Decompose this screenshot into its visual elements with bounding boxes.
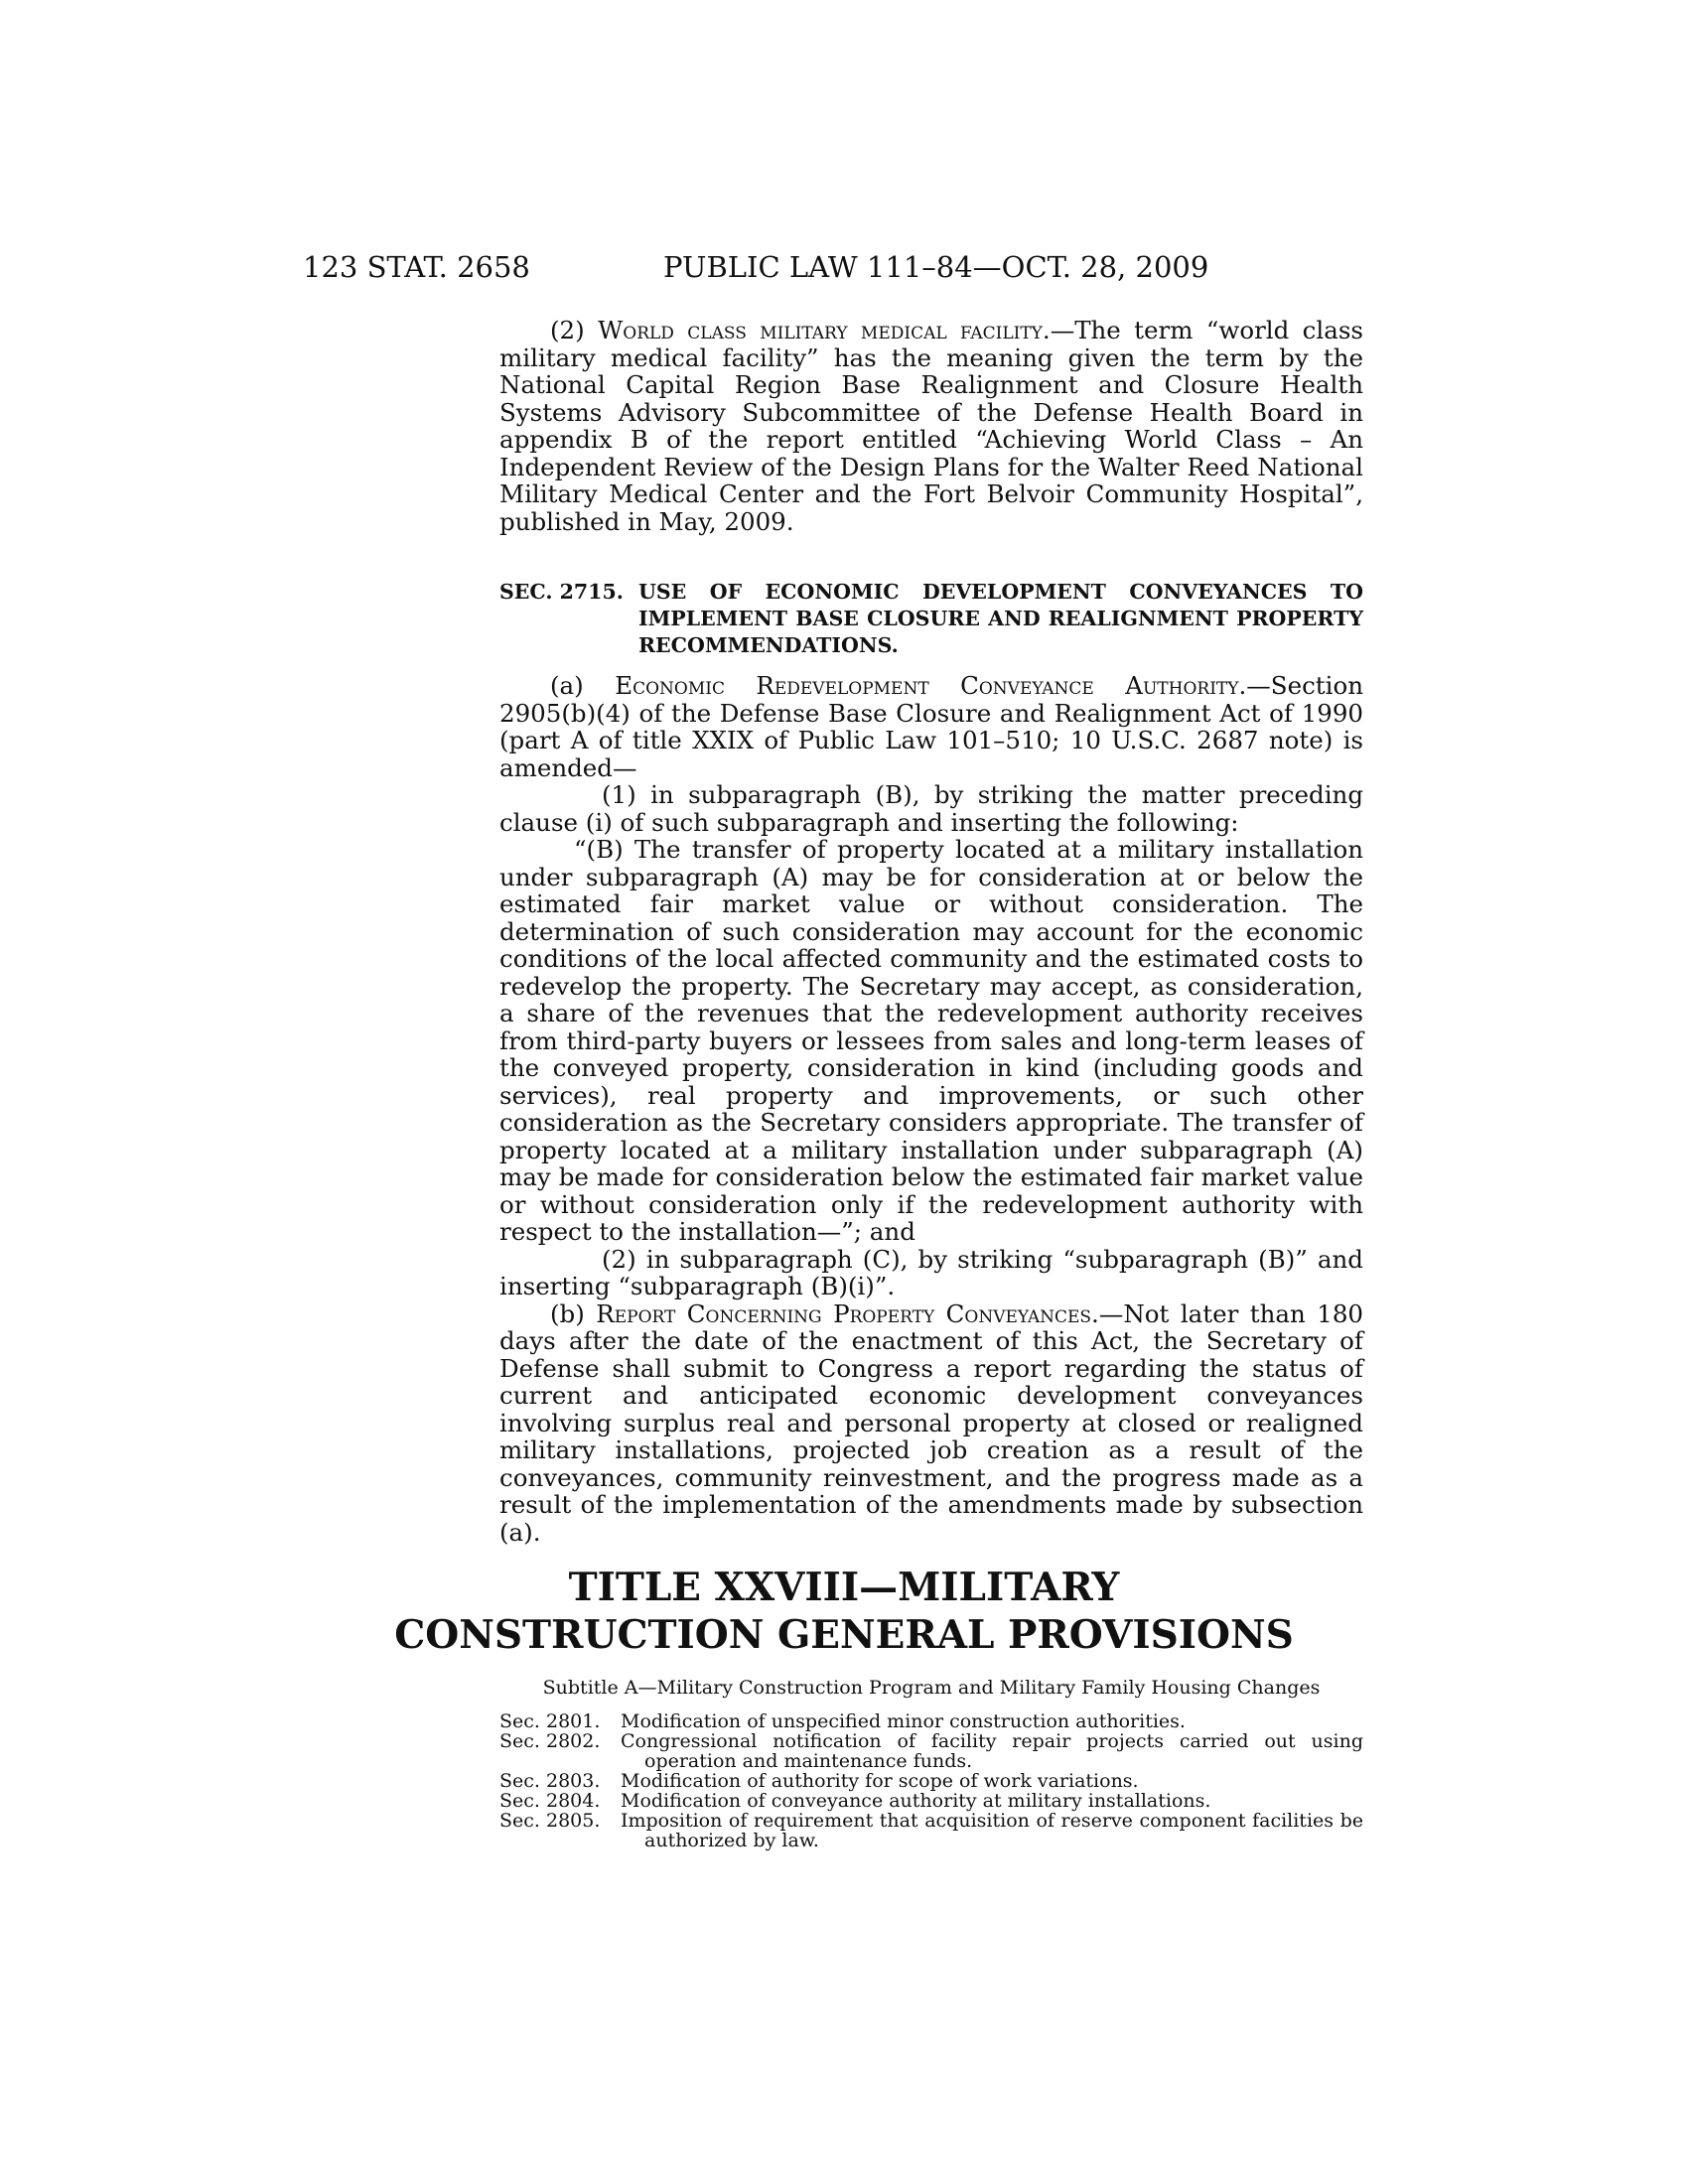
toc-row bbox=[499, 1791, 1363, 1811]
section-title: USE OF ECONOMIC DEVELOPMENT CONVEYANCES TO IMPLEMENT BASE CLOSURE AND REALIGNMENT PROPERTY RECOMMENDATIONS. bbox=[638, 580, 1363, 657]
subsection-b-text: —Not later than 180 days after the date of the enactment of this Act, the Secretary of Defense shall submit to Congress a report regarding the status of current and anticipated economic development conveyances involving surplus real and personal property at closed or realigned military installations, projected job creation as a result of the conveyances, community reinvestment, and the progress made as a result of the implementation of the amendments made by subsection (a). bbox=[499, 1298, 1363, 1547]
title-heading bbox=[0, 1564, 1688, 1659]
definition-2-paragraph bbox=[499, 317, 1363, 535]
toc-row bbox=[499, 1711, 1363, 1731]
table-of-contents bbox=[499, 1678, 1363, 1850]
subsection-a-text: —Section 2905(b)(4) of the Defense Base Closure and Realignment Act of 1990 (part A of title XXIX of Public Law 101–510; 10 U.S.C. 2687 note) is amended— bbox=[499, 671, 1363, 782]
subsection-b bbox=[499, 1300, 1363, 1547]
toc-section-number: Sec. 2804. bbox=[499, 1790, 601, 1812]
section-body bbox=[499, 672, 1363, 1546]
subsection-b-heading: Report Concerning Property Conveyances. bbox=[596, 1298, 1099, 1328]
title-line-2: CONSTRUCTION GENERAL PROVISIONS bbox=[394, 1612, 1294, 1658]
stat-page-number: 123 STAT. 2658 bbox=[303, 250, 530, 284]
toc-subtitle: Subtitle A—Military Construction Program and Military Family Housing Changes bbox=[542, 1677, 1321, 1699]
toc-section-title: Congressional notification of facility repair projects carried out using operation and maintenance funds. bbox=[621, 1730, 1363, 1772]
subsection-b-label: (b) bbox=[550, 1298, 585, 1328]
toc-section-number: Sec. 2802. bbox=[499, 1730, 601, 1752]
definition-2-text: —The term “world class military medical facility” has the meaning given the term by the National Capital Region Base Realignment and Closure Health Systems Advisory Subcommittee of the Defense Health Board in appendix B of the report entitled “Achieving World Class – An Independent Review of the Design Plans for the Walter Reed National Military Medical Center and the Fort Belvoir Community Hospital”, published in May, 2009. bbox=[499, 316, 1363, 536]
toc-section-title: Imposition of requirement that acquisition of reserve component facilities be authorized by law. bbox=[621, 1810, 1363, 1851]
toc-row bbox=[499, 1771, 1363, 1791]
subsection-a bbox=[499, 672, 1363, 781]
toc-row bbox=[499, 1811, 1363, 1850]
subsection-a-heading: Economic Redevelopment Conveyance Authority. bbox=[615, 671, 1247, 700]
toc-section-number: Sec. 2803. bbox=[499, 1770, 601, 1792]
subsection-a-label: (a) bbox=[550, 671, 584, 700]
running-header bbox=[0, 250, 1688, 290]
toc-section-title: Modification of authority for scope of work variations. bbox=[621, 1770, 1139, 1792]
toc-section-number: Sec. 2801. bbox=[499, 1710, 601, 1732]
public-law-citation: PUBLIC LAW 111–84—OCT. 28, 2009 bbox=[663, 250, 1209, 284]
toc-section-number: Sec. 2805. bbox=[499, 1810, 601, 1832]
section-number: SEC. 2715. bbox=[499, 580, 624, 604]
section-heading bbox=[499, 579, 1363, 659]
toc-section-title: Modification of conveyance authority at military installations. bbox=[621, 1790, 1211, 1812]
definition-2-number: (2) bbox=[550, 316, 585, 344]
paragraph-1: (1) in subparagraph (B), by striking the matter preceding clause (i) of such subparagraph and inserting the following: bbox=[499, 780, 1363, 837]
toc-section-title: Modification of unspecified minor construction authorities. bbox=[621, 1710, 1186, 1732]
toc-row bbox=[499, 1731, 1363, 1771]
definition-2 bbox=[499, 317, 1363, 535]
title-line-1: TITLE XXVIII—MILITARY bbox=[568, 1565, 1120, 1610]
definition-2-heading: World class military medical facility. bbox=[598, 316, 1051, 344]
quoted-subparagraph-b: “(B) The transfer of property located at a military installation under subparagraph (A) may be for consideration at or below the estimated fair market value or without consideration. The determination of such consideration may account for the economic conditions of the local affected community and the estimated costs to redevelop the property. The Secretary may accept, as consideration, a share of the revenues that the redevelopment authority receives from third-party buyers or lessees from sales and long-term leases of the conveyed property, consideration in kind (including goods and services), real property and improvements, or such other consideration as the Secretary considers appropriate. The transfer of property located at a military installation under subparagraph (A) may be made for consideration below the estimated fair market value or without consideration only if the redevelopment authority with respect to the installation—”; and bbox=[499, 835, 1363, 1246]
paragraph-2: (2) in subparagraph (C), by striking “subparagraph (B)” and inserting “subparagraph (B)(i)”. bbox=[499, 1244, 1363, 1300]
